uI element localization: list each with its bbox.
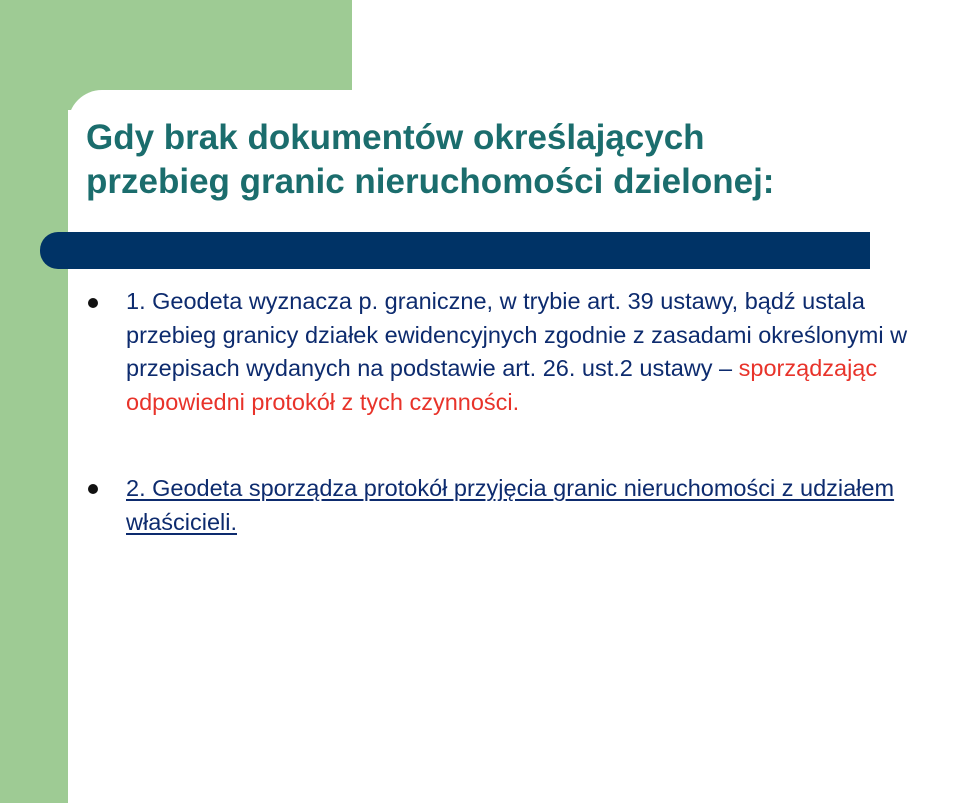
title-divider-bar xyxy=(40,232,870,269)
title-line-2: przebieg granic nieruchomości dzielonej: xyxy=(86,162,775,201)
list-item-2 xyxy=(126,472,960,539)
slide-title xyxy=(86,116,946,204)
list-item-1 xyxy=(126,285,960,419)
list-item-1-separator: – xyxy=(712,355,739,381)
list-item-2-text: 2. Geodeta sporządza protokół przyjęcia granic nieruchomości z udziałem właścicieli. xyxy=(126,475,895,535)
list-item-1-text: 1. Geodeta wyznacza p. graniczne, w trybie art. 39 ustawy, bądź ustala przebieg granicy działek ewidencyjnych zgodnie z zasadami określonymi w przepisach wydanych na podstawie art. 26. ust.2 ustawy xyxy=(126,288,908,381)
list-item-1-highlight: sporządzając odpowiedni protokół z tych czynności. xyxy=(126,355,878,415)
bullet-icon xyxy=(88,484,98,494)
title-line-1: Gdy brak dokumentów określających xyxy=(86,118,705,157)
background-green-left xyxy=(0,0,68,803)
bullet-icon xyxy=(88,298,98,308)
